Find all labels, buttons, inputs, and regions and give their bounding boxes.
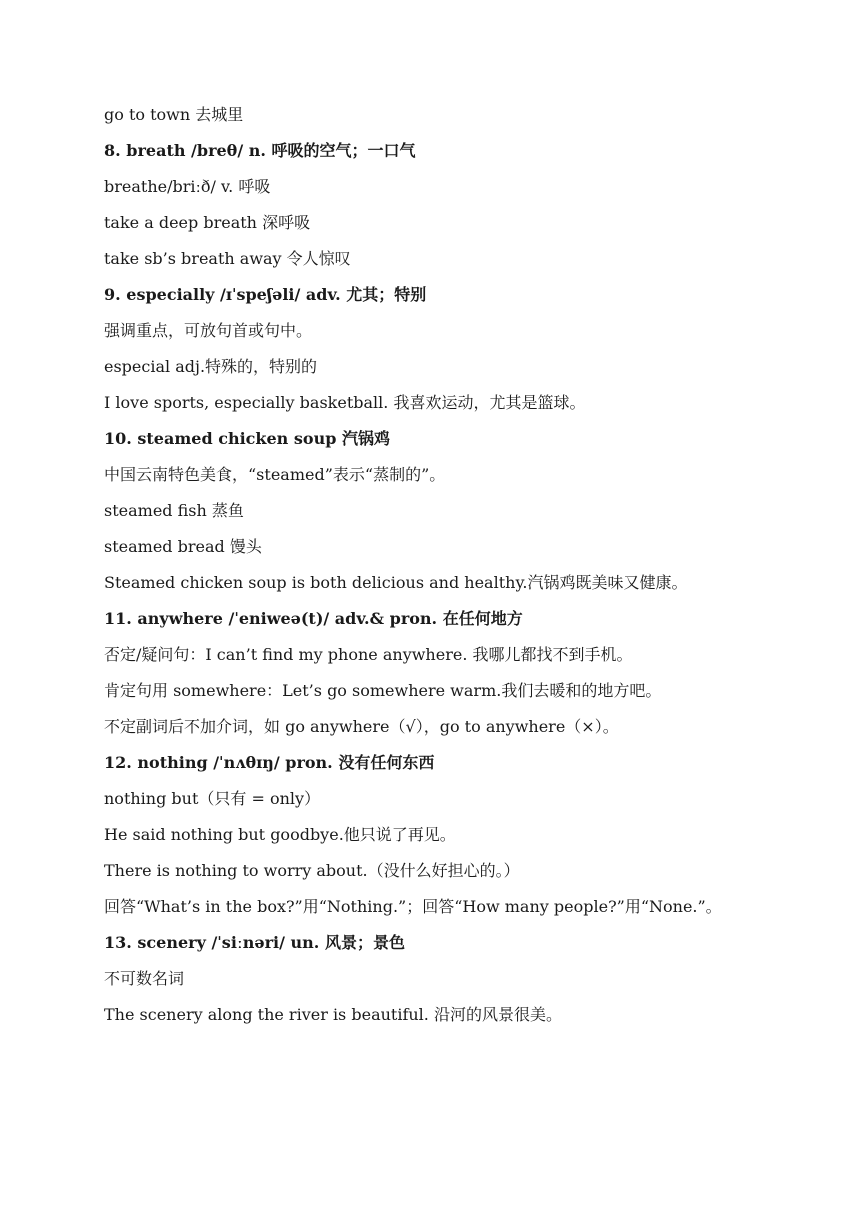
entry-line: take sb’s breath away 令人惊叹 (104, 249, 351, 268)
entry-line: steamed bread 馒头 (104, 537, 262, 556)
entry-line: I love sports, especially basketball. 我喜欢运动，尤其是篮球。 (104, 393, 586, 412)
entry-heading: 9. especially /ɪˈspeʃəli/ adv. 尤其；特别 (104, 285, 427, 304)
entry-line: 不定副词后不加介词，如 go anywhere（√），go to anywhere（×）。 (104, 717, 619, 736)
entry-heading: 12. nothing /ˈnʌθɪŋ/ pron. 没有任何东西 (104, 753, 435, 772)
entry-line: The scenery along the river is beautiful. 沿河的风景很美。 (104, 1005, 562, 1024)
entry-line: Steamed chicken soup is both delicious and healthy.汽锅鸡既美味又健康。 (104, 573, 688, 592)
intro-line: go to town 去城里 (104, 105, 244, 124)
entry-nothing (104, 751, 804, 919)
entry-line: breathe/briːð/ v. 呼吸 (104, 177, 271, 196)
document-page (104, 103, 804, 1039)
entry-line: 中国云南特色美食，“steamed”表示“蒸制的”。 (104, 465, 446, 484)
entry-line: He said nothing but goodbye.他只说了再见。 (104, 825, 456, 844)
entry-line: 强调重点，可放句首或句中。 (104, 321, 313, 340)
entry-line: steamed fish 蒸鱼 (104, 501, 244, 520)
entry-line: There is nothing to worry about.（没什么好担心的。） (104, 861, 520, 880)
entry-line: 否定/疑问句：I can’t find my phone anywhere. 我哪儿都找不到手机。 (104, 645, 633, 664)
entry-line: 回答“What’s in the box?”用“Nothing.”；回答“How many people?”用“None.”。 (104, 897, 722, 916)
entry-anywhere (104, 607, 804, 739)
entry-steamed-chicken-soup (104, 427, 804, 595)
entry-line: 肯定句用 somewhere：Let’s go somewhere warm.我们去暖和的地方吧。 (104, 681, 662, 700)
entry-heading: 13. scenery /ˈsiːnəri/ un. 风景；景色 (104, 933, 405, 952)
entry-line: especial adj.特殊的，特别的 (104, 357, 318, 376)
entry-line: 不可数名词 (104, 969, 185, 988)
entry-line: take a deep breath 深呼吸 (104, 213, 311, 232)
entry-line: nothing but（只有 = only） (104, 789, 321, 808)
entry-especially (104, 283, 804, 415)
entry-heading: 8. breath /breθ/ n. 呼吸的空气；一口气 (104, 141, 416, 160)
entry-breath (104, 139, 804, 271)
entry-heading: 11. anywhere /ˈeniweə(t)/ adv.& pron. 在任何地方 (104, 609, 523, 628)
entry-heading: 10. steamed chicken soup 汽锅鸡 (104, 429, 390, 448)
entry-scenery (104, 931, 804, 1027)
